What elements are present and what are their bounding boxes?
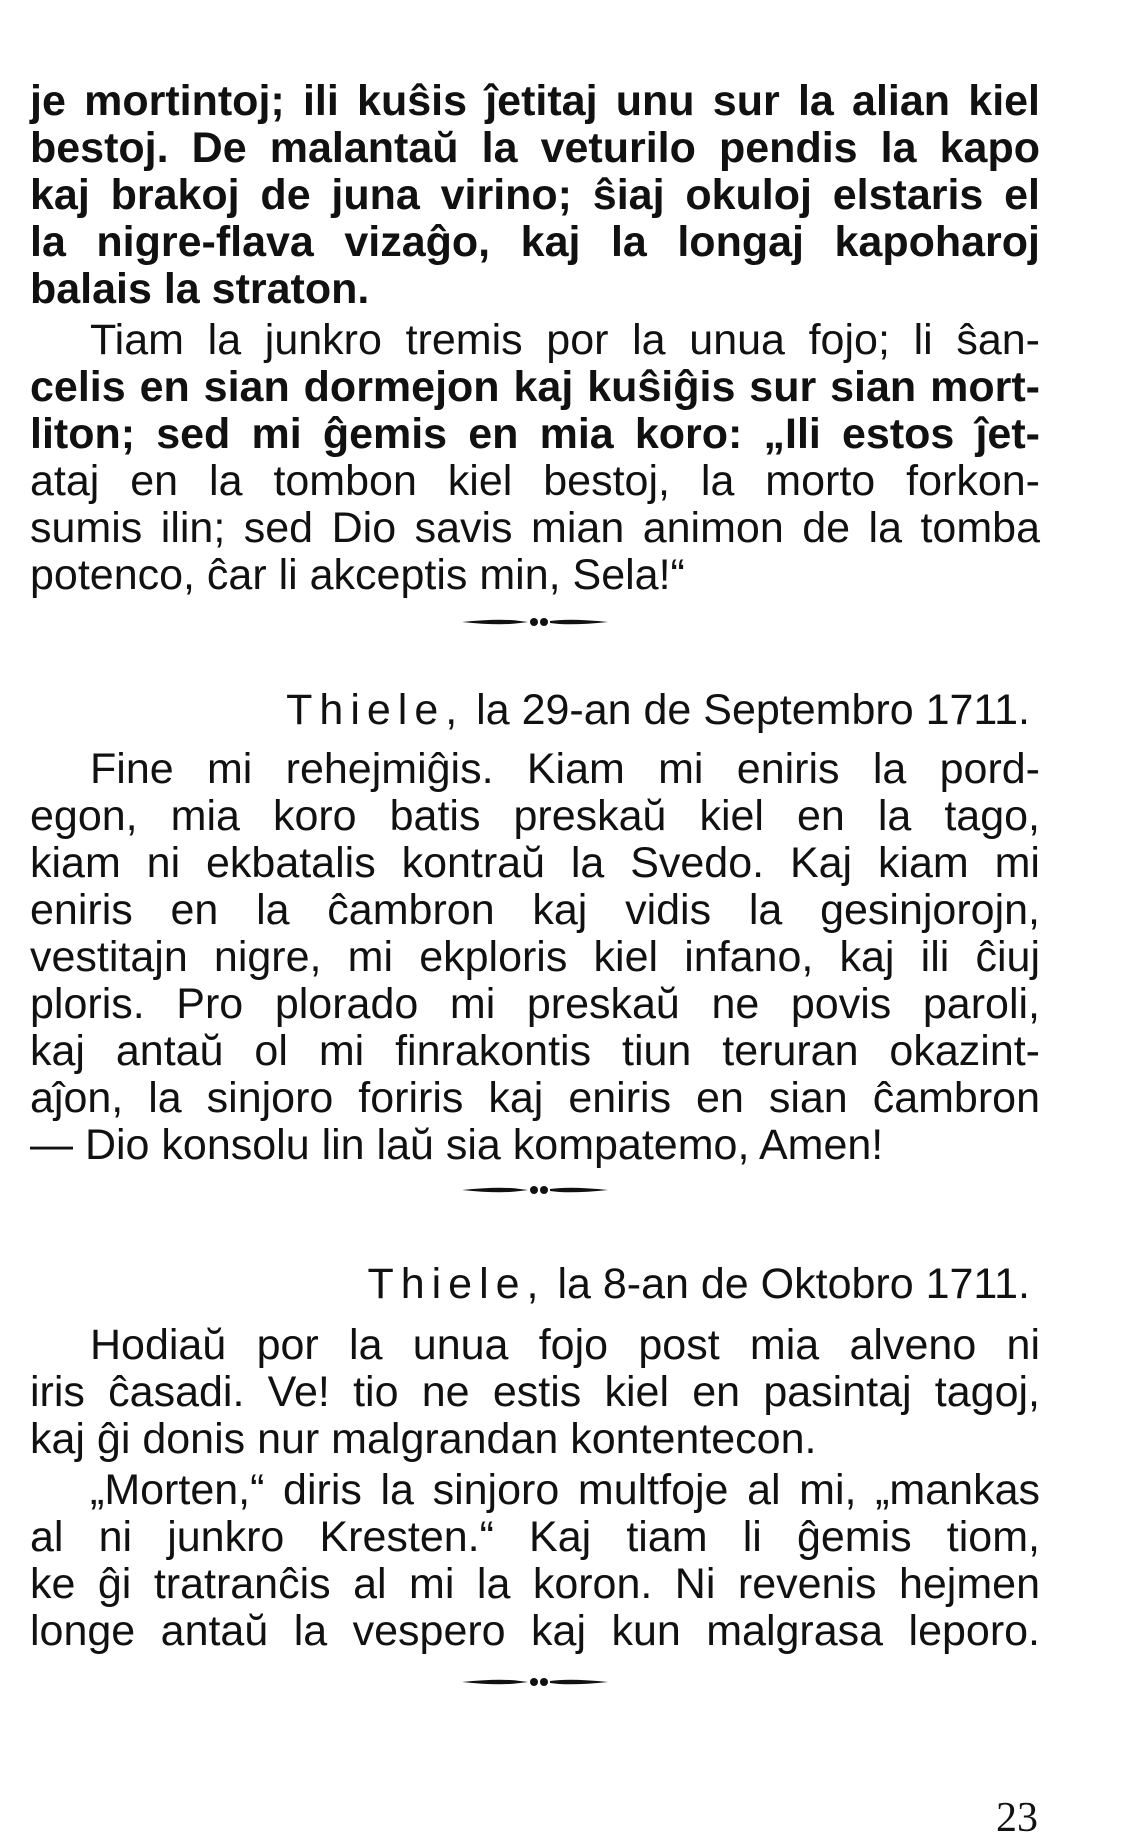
entry-place: Thiele, — [286, 686, 465, 734]
text-line: balais la straton. — [30, 265, 370, 313]
diary-entry-heading — [30, 1261, 1040, 1308]
text-line: „Morten,“ diris la sinjoro multfoje al mi, „mankas — [90, 1466, 1040, 1514]
text-line: potenco, ĉar li akceptis min, Sela!“ — [30, 551, 685, 599]
text-line: aĵon, la sinjoro foriris kaj eniris en sian ĉambron — [30, 1074, 1040, 1122]
text-line: vestitajn nigre, mi ekploris kiel infano, kaj ili ĉiuj — [30, 933, 1040, 981]
book-page — [30, 78, 1040, 1689]
diary-entry-heading — [30, 687, 1040, 734]
paragraph-entry2-morten — [30, 1467, 1040, 1655]
text-line: kiam ni ekbatalis kontraŭ la Svedo. Kaj kiam mi — [30, 839, 1040, 887]
text-line: la nigre-flava vizaĝo, kaj la longaj kapoharoj — [30, 218, 1040, 266]
text-line: ataj en la tombon kiel bestoj, la morto forkon- — [30, 457, 1040, 505]
section-divider-ornament — [460, 1183, 610, 1197]
text-line: kaj brakoj de juna virino; ŝiaj okuloj elstaris el — [30, 171, 1040, 219]
text-line: longe antaŭ la vespero kaj kun malgrasa leporo. — [30, 1607, 1040, 1655]
text-line: Fine mi rehejmiĝis. Kiam mi eniris la pord- — [90, 745, 1040, 793]
text-line: egon, mia koro batis preskaŭ kiel en la tago, — [30, 792, 1040, 840]
text-line: Hodiaŭ por la unua fojo post mia alveno ni — [90, 1321, 1040, 1369]
text-line: je mortintoj; ili kuŝis ĵetitaj unu sur la alian kiel — [30, 77, 1040, 125]
paragraph-continuation — [30, 78, 1040, 313]
text-line: ploris. Pro plorado mi preskaŭ ne povis paroli, — [30, 980, 1040, 1028]
text-line: liton; sed mi ĝemis en mia koro: „Ili estos ĵet- — [30, 410, 1040, 458]
paragraph-junkro — [30, 317, 1040, 599]
entry-date: la 8-an de Oktobro 1711. — [557, 1260, 1030, 1308]
text-line: kaj antaŭ ol mi finrakontis tiun teruran okazint- — [30, 1027, 1040, 1075]
text-line: Tiam la junkro tremis por la unua fojo; li ŝan- — [90, 316, 1040, 364]
text-line: sumis ilin; sed Dio savis mian animon de la tomba — [30, 504, 1040, 552]
entry-place: Thiele, — [367, 1260, 546, 1308]
text-line: kaj ĝi donis nur malgrandan kontentecon. — [30, 1415, 817, 1463]
entry-date: la 29-an de Septembro 1711. — [476, 686, 1030, 734]
text-line: iris ĉasadi. Ve! tio ne estis kiel en pasintaj tagoj, — [30, 1368, 1040, 1416]
paragraph-entry1 — [30, 746, 1040, 1169]
text-line: bestoj. De malantaŭ la veturilo pendis la kapo — [30, 124, 1040, 172]
section-divider-ornament — [460, 1675, 610, 1689]
text-line: celis en sian dormejon kaj kuŝiĝis sur sian mort- — [30, 363, 1040, 411]
text-line: eniris en la ĉambron kaj vidis la gesinjorojn, — [30, 886, 1040, 934]
text-line: ke ĝi tratranĉis al mi la koron. Ni revenis hejmen — [30, 1560, 1040, 1608]
text-line: — Dio konsolu lin laŭ sia kompatemo, Amen! — [30, 1121, 884, 1169]
paragraph-entry2-hunting — [30, 1322, 1040, 1463]
section-divider-ornament — [460, 615, 610, 629]
text-line: al ni junkro Kresten.“ Kaj tiam li ĝemis tiom, — [30, 1513, 1040, 1561]
page-number: 23 — [996, 1795, 1038, 1841]
